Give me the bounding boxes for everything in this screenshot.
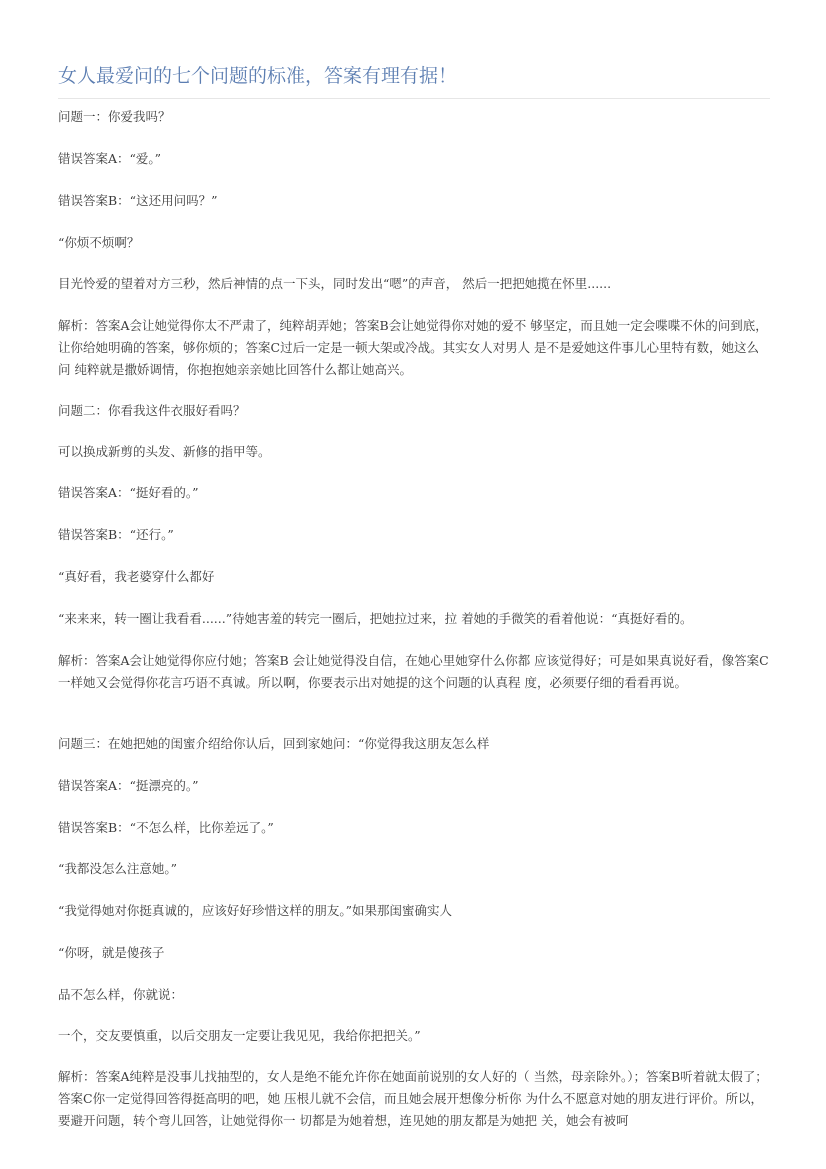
- question-3: 问题三：在她把她的闺蜜介绍给你认后，回到家她问：“你觉得我这朋友怎么样: [58, 736, 490, 751]
- question-2: 问题二：你看我这件衣服好看吗？: [58, 403, 246, 418]
- wrong-answer-b: 错误答案B：“还行。”: [58, 527, 174, 542]
- wrong-answer-a: 错误答案A：“挺好看的。”: [58, 485, 199, 500]
- answer-line: “你烦不烦啊？: [58, 235, 140, 250]
- answer-line: 一个，交友要慎重，以后交朋友一定要让我见见，我给你把把关。”: [58, 1028, 421, 1043]
- answer-line: 品不怎么样，你就说：: [58, 987, 184, 1002]
- answer-line: “你呀，就是傻孩子: [58, 945, 165, 960]
- title-divider: [58, 98, 770, 99]
- analysis-paragraph: 解析：答案A会让她觉得你应付她；答案B 会让她觉得没自信，在她心里她穿什么你都 应该觉得好；可是如果真说好看，像答案C 一样她又会觉得你花言巧语不真诚。所以啊，你要表示出对她提的这个问题的认真程 度，必须要仔细的看看再说。: [58, 653, 769, 690]
- answer-line: 目光怜爱的望着对方三秒，然后神情的点一下头，同时发出“嗯”的声音， 然后一把把她揽在怀里......: [58, 276, 612, 291]
- wrong-answer-b: 错误答案B：“不怎么样，比你差远了。”: [58, 820, 274, 835]
- answer-line: 可以换成新剪的头发、新修的指甲等。: [58, 444, 271, 459]
- question-1: 问题一：你爱我吗？: [58, 109, 171, 124]
- answer-line: “来来来，转一圈让我看看......”待她害羞的转完一圈后，把她拉过来，拉 着她的手微笑的看着他说：“真挺好看的。: [58, 611, 693, 626]
- article-title: 女人最爱问的七个问题的标准，答案有理有据！: [58, 65, 458, 87]
- answer-line: “我都没怎么注意她。”: [58, 861, 178, 876]
- answer-line: “真好看，我老婆穿什么都好: [58, 569, 215, 584]
- analysis-paragraph: 解析：答案A纯粹是没事儿找抽型的，女人是绝不能允许你在她面前说别的女人好的（ 当然，母亲除外。）；答案B听着就太假了；答案C你一定觉得回答得挺高明的吧，她 压根儿就不会信，而且她会展开想像分析你 为什么不愿意对她的朋友进行评价。所以，要避开问题，转个弯儿回答，让她觉得你一 切都是为她着想，连见她的朋友都是为她把 关，她会有被呵: [58, 1069, 768, 1128]
- analysis-paragraph: 解析：答案A会让她觉得你太不严肃了，纯粹胡弄她；答案B会让她觉得你对她的爱不 够坚定，而且她一定会喋喋不休的问到底， 让你给她明确的答案，够你烦的；答案C过后一定是一顿大架或冷战。其实女人对男人 是不是爱她这件事儿心里特有数，她这么问 纯粹就是撒娇调情，你抱抱她亲亲她比回答什么都让她高兴。: [58, 318, 768, 377]
- wrong-answer-b: 错误答案B：“这还用问吗？”: [58, 193, 218, 208]
- answer-line: “我觉得她对你挺真诚的，应该好好珍惜这样的朋友。”如果那闺蜜确实人: [58, 903, 453, 918]
- wrong-answer-a: 错误答案A：“爱。”: [58, 151, 162, 166]
- wrong-answer-a: 错误答案A：“挺漂亮的。”: [58, 778, 199, 793]
